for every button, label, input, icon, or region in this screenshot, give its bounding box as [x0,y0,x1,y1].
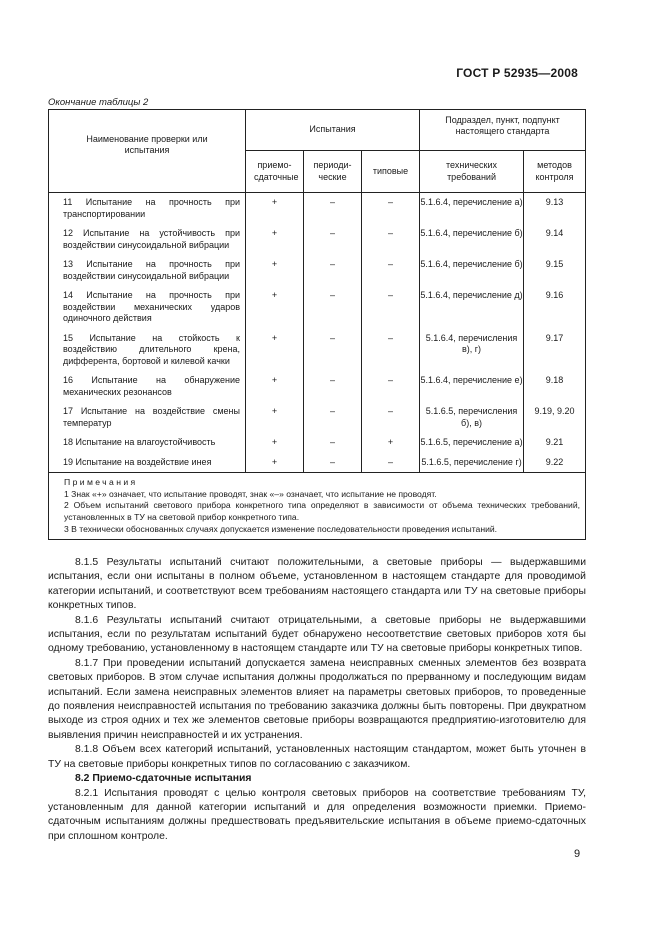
row-type: – [362,453,420,473]
header-section-text: Подраздел, пункт, подпункт настоящего стандарта [445,114,560,136]
row-periodic: – [304,371,362,402]
paragraph-8-1-5: 8.1.5 Результаты испытаний считают положительными, а световые приборы — выдержавшими испытания, если они испытаны в полном объеме, установленном в настоящем стандарте для проводимой категории испытаний, и соответствуют всем требованиям настоящего стандарта или ТУ на световые приборы конкретных типов. [48,557,586,612]
row-method: 9.19, 9.20 [524,402,586,433]
header-tech-req-text: технических требований [446,160,498,182]
row-tech: 5.1.6.4, перечисление а) [420,193,524,225]
row-method: 9.14 [524,224,586,255]
row-acceptance: + [246,371,304,402]
table-row [49,193,586,225]
row-acceptance: + [246,453,304,473]
row-type: – [362,193,420,225]
row-type: – [362,224,420,255]
header-tests: Испытания [246,110,420,151]
row-tech: 5.1.6.4, перечисление б) [420,224,524,255]
row-tech: 5.1.6.5, перечисление г) [420,453,524,473]
row-name: 13 Испытание на прочность при воздействии синусоидальной вибрации [49,255,246,286]
paragraph-8-1-6: 8.1.6 Результаты испытаний считают отрицательными, а световые приборы не выдержавшими испытания, если по результатам испытаний будет обнаружено несоответствие световых приборов хотя бы одному требованию, установленному в настоящем стандарте или ТУ на световые приборы конкретных типов. [48,614,586,655]
paragraph-8-2-1: 8.2.1 Испытания проводят с целью контроля световых приборов на соответствие требованиям ТУ, установленным для данной категории испытаний и для определения возможности приемки. Приемо-сдаточным испытаниям должны предшествовать предъявительские испытания в объеме приемо-сдаточных при сплошном контроле. [48,787,586,842]
header-methods-text: методов контроля [535,160,574,182]
row-name: 19 Испытание на воздействие инея [49,453,246,473]
table-row [49,371,586,402]
row-acceptance: + [246,193,304,225]
table-row [49,224,586,255]
row-tech: 5.1.6.4, перечисления в), г) [420,329,524,372]
header-name-text: Наименование проверки или испытания [86,133,208,155]
paragraph-8-1-7: 8.1.7 При проведении испытаний допускается замена неисправных сменных элементов без возврата световых приборов. В этом случае испытания должны продолжаться по прерванному и последующим видам испытаний. Если замена неисправных элементов влияет на параметры световых приборов, то проведенные до появления неисправностей испытания по требованию заказчика должны быть повторены. При двукратном выходе из строя одних и тех же элементов световые приборы возвращаются предприятию-изготовителю для выявления причин неисправностей и их устранения. [48,657,586,741]
row-name: 18 Испытание на влагоустойчивость [49,433,246,453]
notes-title: Примечания [64,477,138,487]
row-method: 9.15 [524,255,586,286]
row-name: 14 Испытание на прочность при воздействии механических ударов одиночного действия [49,286,246,329]
table-notes [49,473,586,540]
row-name: 16 Испытание на обнаружение механических резонансов [49,371,246,402]
page-number: 9 [574,848,581,860]
row-acceptance: + [246,286,304,329]
row-periodic: – [304,329,362,372]
header-acceptance [246,151,304,193]
row-periodic: – [304,453,362,473]
row-periodic: – [304,286,362,329]
row-periodic: – [304,402,362,433]
row-acceptance: + [246,255,304,286]
paragraph-8-1-8: 8.1.8 Объем всех категорий испытаний, установленных настоящим стандартом, может быть уточнен в ТУ на световые приборы конкретных типов по согласованию с заказчиком. [48,744,586,770]
row-name: 12 Испытание на устойчивость при воздействии синусоидальной вибрации [49,224,246,255]
table-row [49,329,586,372]
table-row [49,433,586,453]
row-periodic: – [304,193,362,225]
header-type: типовые [362,151,420,193]
standard-header: ГОСТ Р 52935—2008 [456,66,578,80]
row-method: 9.22 [524,453,586,473]
note-item: 2 Объем испытаний светового прибора конкретного типа определяют в зависимости от объема технических требований, установленных в ТУ на световой прибор конкретного типа. [64,500,581,523]
row-acceptance: + [246,224,304,255]
row-method: 9.16 [524,286,586,329]
row-type: + [362,433,420,453]
row-tech: 5.1.6.4, перечисление д) [420,286,524,329]
header-periodic-text: периоди-ческие [313,160,352,182]
header-periodic [304,151,362,193]
header-name [49,110,246,193]
table-row [49,453,586,473]
row-name: 11 Испытание на прочность при транспортировании [49,193,246,225]
row-method: 9.17 [524,329,586,372]
row-periodic: – [304,224,362,255]
row-acceptance: + [246,329,304,372]
table-row [49,286,586,329]
header-methods [524,151,586,193]
row-name: 15 Испытание на стойкость к воздействию длительного крена, дифферента, бортовой и килевой качки [49,329,246,372]
row-acceptance: + [246,433,304,453]
row-type: – [362,402,420,433]
tests-table [48,109,586,540]
row-periodic: – [304,433,362,453]
row-acceptance: + [246,402,304,433]
table-row [49,255,586,286]
row-type: – [362,255,420,286]
row-method: 9.21 [524,433,586,453]
row-method: 9.18 [524,371,586,402]
row-tech: 5.1.6.4, перечисление б) [420,255,524,286]
row-type: – [362,329,420,372]
row-type: – [362,286,420,329]
row-name: 17 Испытание на воздействие смены температур [49,402,246,433]
table-body [49,193,586,473]
row-tech: 5.1.6.5, перечисления б), в) [420,402,524,433]
row-method: 9.13 [524,193,586,225]
header-tech-req [420,151,524,193]
header-section [420,110,586,151]
note-item: 3 В технически обоснованных случаях допускается изменение последовательности проведения испытаний. [64,523,498,534]
row-periodic: – [304,255,362,286]
header-acceptance-text: приемо-сдаточные [254,160,299,182]
section-heading-8-2: 8.2 Приемо-сдаточные испытания [75,773,252,785]
row-tech: 5.1.6.5, перечисление а) [420,433,524,453]
table-caption: Окончание таблицы 2 [48,97,149,108]
note-item: 1 Знак «+» означает, что испытание проводят, знак «–» означает, что испытание не проводят. [64,488,437,499]
body-text [48,556,586,844]
row-type: – [362,371,420,402]
row-tech: 5.1.6.4, перечисление е) [420,371,524,402]
table-row [49,402,586,433]
